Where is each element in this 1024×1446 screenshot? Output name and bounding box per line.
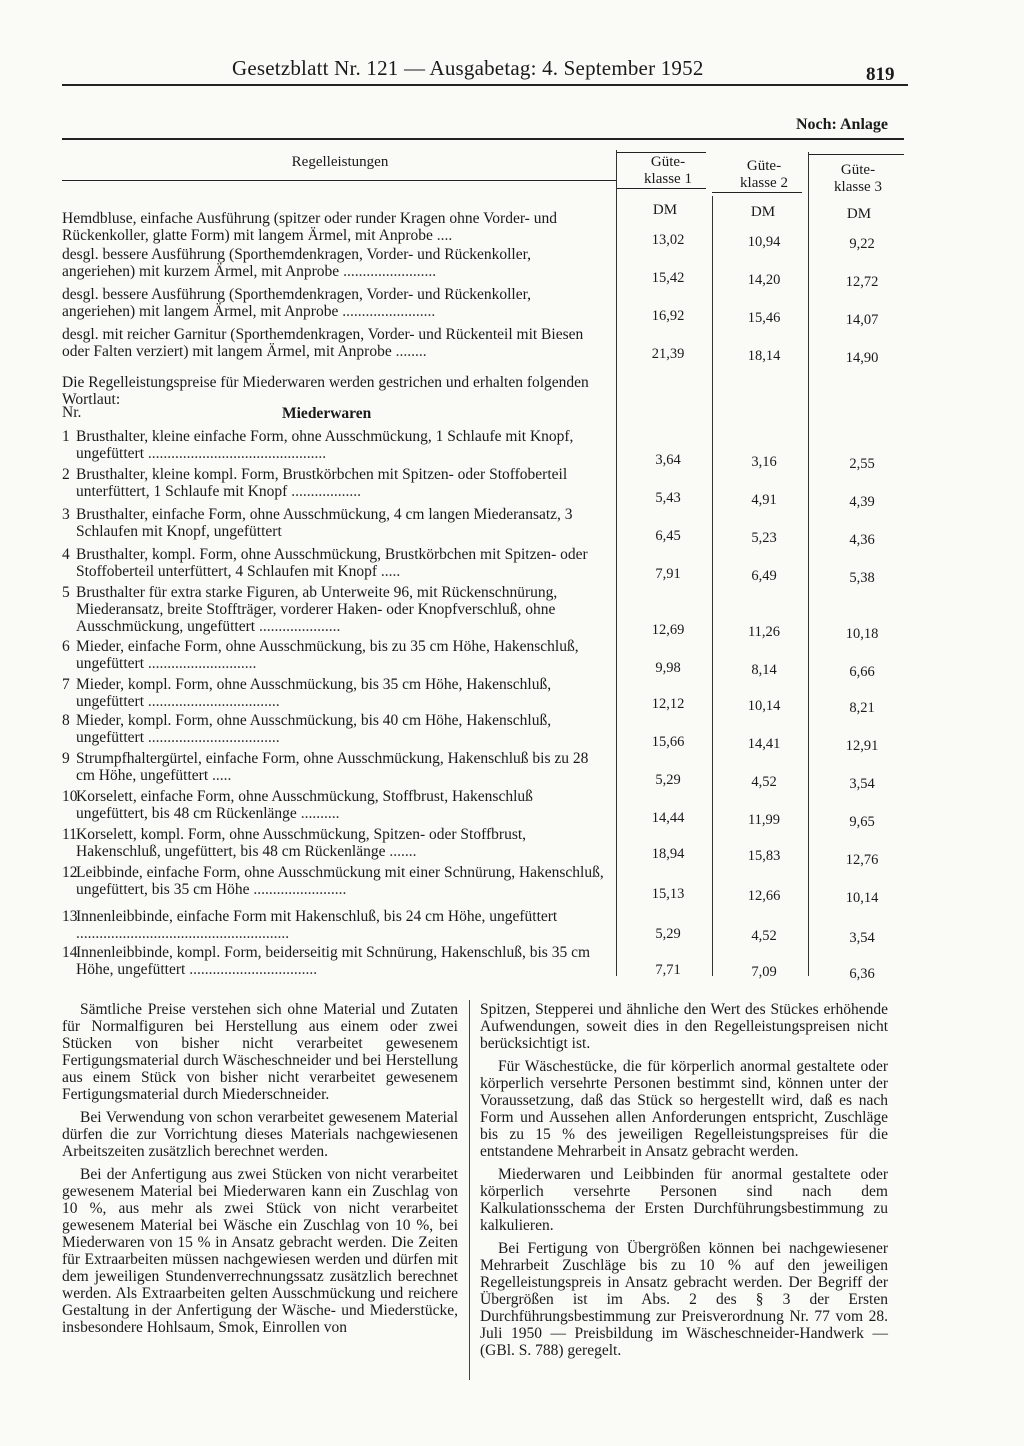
column-header-gueteklasse-1: [628, 154, 708, 188]
price-g1: 15,13: [651, 886, 685, 902]
text-column-left: [62, 1001, 458, 1342]
price-g1: 12,12: [651, 696, 685, 712]
list-item: 1 Brusthalter, kleine einfache Form, ohne Ausschmückung, 1 Schlaufe mit Knopf, ungefüttert ..............................................: [62, 428, 574, 462]
column-divider-2: [712, 196, 713, 976]
table-row: Hemdbluse, einfache Ausführung (spitzer oder runder Kragen ohne Vorder- und Rückenkoller, glatte Form) mit langem Ärmel, mit Anprobe ....: [62, 210, 557, 244]
item-number: 10: [62, 788, 78, 805]
unit-dm-g2: DM: [750, 204, 776, 220]
price-g1: 5,29: [655, 926, 681, 942]
column-header-gueteklasse-3: [818, 162, 898, 196]
price-g2: 10,14: [747, 698, 781, 714]
price-g1: 13,02: [651, 232, 685, 248]
item-number: 7: [62, 676, 70, 693]
unit-dm-g1: DM: [652, 202, 678, 218]
list-item: 9 Strumpfhaltergürtel, einfache Form, ohne Ausschmückung, Hakenschluß bis zu 28 cm Höhe, ungefüttert .....: [62, 750, 589, 784]
item-description: Innenleibbinde, einfache Form mit Hakenschluß, bis 24 cm Höhe, ungefüttert: [76, 908, 558, 925]
paragraph: Bei Verwendung von schon verarbeitet gewesenem Material dürfen die zur Vorrichtung dieses Materials nachgewiesenen Arbeitszeiten zusätzlich berechnet werden.: [62, 1109, 458, 1160]
list-item: [62, 506, 607, 540]
table-row: desgl. bessere Ausführung (Sporthemdenkragen, Vorder- und Rückenkoller, angeriehen) mit kurzem Ärmel, mit Anprobe ........................: [62, 246, 531, 280]
item-description: Mieder, kompl. Form, ohne Ausschmückung, bis 40 cm Höhe, Hakenschluß, ungefüttert: [76, 712, 552, 746]
list-item: 12 Leibbinde, einfache Form, ohne Ausschmückung mit einer Schnürung, Hakenschluß, ungefüttert, bis 35 cm Höhe ........................: [62, 864, 604, 898]
item-number: 9: [62, 750, 70, 767]
list-item: 4 Brusthalter, kompl. Form, ohne Ausschmückung, Brustkörbchen mit Spitzen- oder Stoffoberteil unterfüttert, 4 Schlaufen mit Knopf .....: [62, 546, 588, 580]
price-g2: 4,52: [751, 774, 777, 790]
item-description: Leibbinde, einfache Form, ohne Ausschmückung mit einer Schnürung, Hakenschluß, ungefüttert, bis 35 cm Höhe: [76, 864, 604, 898]
list-item: 8 Mieder, kompl. Form, ohne Ausschmückung, bis 40 cm Höhe, Hakenschluß, ungefüttert ..................................: [62, 712, 552, 746]
price-g3: 10,14: [845, 890, 879, 906]
item-number: 14: [62, 944, 78, 961]
row-description: desgl. mit reicher Garnitur (Sporthemdenkragen, Vorder- und Rückenteil mit Biesen oder Falten verziert) mit langem Ärmel, mit Anprobe: [62, 326, 584, 360]
price-g1: 14,44: [651, 810, 685, 826]
price-g3: 14,07: [845, 312, 879, 328]
item-number: 8: [62, 712, 70, 729]
price-g2: 12,66: [747, 888, 781, 904]
paragraph: Für Wäschestücke, die für körperlich anormal gestaltete oder körperlich versehrte Personen bestimmt sind, können unter der Voraussetzung, daß das Stück so hergestellt wird, daß es nach Form und Aussehen allen Anforderungen entspricht, Zuschläge bis zu 15 % des jeweiligen Regelleistungspreises für die entstandene Mehrarbeit in Ansatz gebracht werden.: [480, 1058, 888, 1160]
item-number: 2: [62, 466, 70, 483]
price-g2: 14,20: [747, 272, 781, 288]
price-g3: 6,66: [849, 664, 875, 680]
column-divider: [469, 1000, 470, 1380]
number-column-label: Nr.: [62, 404, 82, 421]
list-item: 7 Mieder, kompl. Form, ohne Ausschmückung, bis 35 cm Höhe, Hakenschluß, ungefüttert ..................................: [62, 676, 552, 710]
price-g3: 12,91: [845, 738, 879, 754]
price-g2: 6,49: [751, 568, 777, 584]
item-number: 5: [62, 584, 70, 601]
price-g3: 5,38: [849, 570, 875, 586]
price-g1: 7,91: [655, 566, 681, 582]
item-description: Brusthalter, einfache Form, ohne Ausschmückung, 4 cm langen Miederansatz, 3 Schlaufen mit Knopf, ungefüttert: [76, 506, 573, 540]
table-top-rule: [62, 138, 904, 140]
price-g1: 3,64: [655, 452, 681, 468]
price-g3: 2,55: [849, 456, 875, 472]
price-g2: 8,14: [751, 662, 777, 678]
price-g2: 11,26: [747, 624, 781, 640]
column-divider-1: [616, 150, 617, 976]
item-number: 1: [62, 428, 70, 445]
paragraph: Spitzen, Stepperei und ähnliche den Wert des Stückes erhöhende Aufwendungen, soweit dies in den Regelleistungspreisen nicht berücksichtigt ist.: [480, 1001, 888, 1052]
column-header-regelleistungen: Regelleistungen: [291, 154, 389, 170]
price-g3: 12,76: [845, 852, 879, 868]
header-bottom-rule: [62, 180, 616, 181]
item-description: Brusthalter, kompl. Form, ohne Ausschmückung, Brustkörbchen mit Spitzen- oder Stoffoberteil unterfüttert, 4 Schlaufen mit Knopf: [76, 546, 588, 580]
table-row: desgl. bessere Ausführung (Sporthemdenkragen, Vorder- und Rückenkoller, angeriehen) mit langem Ärmel, mit Anprobe ........................: [62, 286, 531, 320]
price-g1: 15,66: [651, 734, 685, 750]
item-description: Strumpfhaltergürtel, einfache Form, ohne Ausschmückung, Hakenschluß bis zu 28 cm Höhe, ungefüttert: [76, 750, 589, 784]
column-divider-3: [808, 152, 809, 976]
list-item: 10 Korselett, einfache Form, ohne Ausschmückung, Stoffbrust, Hakenschluß ungefüttert, bis 48 cm Rückenlänge ..........: [62, 788, 533, 822]
item-number: 6: [62, 638, 70, 655]
list-item: 13 Innenleibbinde, einfache Form mit Hakenschluß, bis 24 cm Höhe, ungefüttert .......................................................: [62, 908, 558, 942]
header-rule-g1: [616, 152, 706, 153]
price-g2: 4,91: [751, 492, 777, 508]
price-g1: 18,94: [651, 846, 685, 862]
row-description: desgl. bessere Ausführung (Sporthemdenkragen, Vorder- und Rückenkoller, angeriehen) mit kurzem Ärmel, mit Anprobe: [62, 246, 531, 280]
item-description: Brusthalter für extra starke Figuren, ab Unterweite 96, mit Rückenschnürung, Miederansatz, breite Stoffträger, vorderer Haken- oder Knopfverschluß, ohne Ausschmückung, ungefüttert: [76, 584, 558, 635]
header-rule-g3: [808, 154, 904, 155]
text-column-right: [480, 1001, 888, 1365]
header-line: Güte-: [746, 158, 782, 174]
price-g3: 8,21: [849, 700, 875, 716]
header-line: Güte-: [650, 154, 686, 170]
mieder-intro: Die Regelleistungspreise für Miederwaren werden gestrichen und erhalten folgenden Wortlaut:: [62, 374, 589, 408]
price-g2: 15,83: [747, 848, 781, 864]
price-g3: 4,39: [849, 494, 875, 510]
row-description: desgl. bessere Ausführung (Sporthemdenkragen, Vorder- und Rückenkoller, angeriehen) mit langem Ärmel, mit Anprobe: [62, 286, 531, 320]
item-number: 3: [62, 506, 70, 523]
item-number: 13: [62, 908, 78, 925]
price-g1: 12,69: [651, 622, 685, 638]
price-g3: 3,54: [849, 776, 875, 792]
page-number: 819: [866, 64, 895, 85]
item-description: Brusthalter, kleine einfache Form, ohne Ausschmückung, 1 Schlaufe mit Knopf, ungefüttert: [76, 428, 574, 462]
price-g1: 21,39: [651, 346, 685, 362]
price-g2: 15,46: [747, 310, 781, 326]
price-g1: 7,71: [655, 962, 681, 978]
column-header-gueteklasse-2: [724, 158, 804, 192]
price-g1: 9,98: [655, 660, 681, 676]
price-g2: 7,09: [751, 964, 777, 980]
row-description: Hemdbluse, einfache Ausführung (spitzer oder runder Kragen ohne Vorder- und Rückenkoller, glatte Form) mit langem Ärmel, mit Anprobe: [62, 210, 557, 244]
price-g3: 9,65: [849, 814, 875, 830]
price-g3: 6,36: [849, 966, 875, 982]
header-line: klasse 1: [644, 171, 692, 187]
item-number: 4: [62, 546, 70, 563]
section-title-miederwaren: Miederwaren: [282, 405, 372, 422]
item-description: Innenleibbinde, kompl. Form, beiderseitig mit Schnürung, Hakenschluß, bis 35 cm Höhe, ungefüttert: [76, 944, 591, 978]
list-item: 6 Mieder, einfache Form, ohne Ausschmückung, bis zu 35 cm Höhe, Hakenschluß, ungefüttert ............................: [62, 638, 579, 672]
list-item: 2 Brusthalter, kleine kompl. Form, Brustkörbchen mit Spitzen- oder Stoffoberteil unterfüttert, 1 Schlaufe mit Knopf ..................: [62, 466, 568, 500]
item-description: Korselett, kompl. Form, ohne Ausschmückung, Spitzen- oder Stoffbrust, Hakenschluß, ungefüttert, bis 48 cm Rückenlänge: [76, 826, 527, 860]
paragraph: Miederwaren und Leibbinden für anormal gestaltete oder körperlich versehrte Personen sind nach dem Kalkulationsschema der Ersten Durchführungsbestimmung zu kalkulieren.: [480, 1166, 888, 1234]
price-g2: 11,99: [747, 812, 781, 828]
header-rule: [62, 84, 908, 86]
header-line: klasse 3: [834, 179, 882, 195]
header-line: Güte-: [840, 162, 876, 178]
gazette-header-title: Gesetzblatt Nr. 121 — Ausgabetag: 4. September 1952: [232, 56, 704, 80]
continuation-label: Noch: Anlage: [796, 116, 888, 133]
price-g2: 4,52: [751, 928, 777, 944]
price-g2: 10,94: [747, 234, 781, 250]
list-item: 11 Korselett, kompl. Form, ohne Ausschmückung, Spitzen- oder Stoffbrust, Hakenschluß, ungefüttert, bis 48 cm Rückenlänge .......: [62, 826, 527, 860]
item-description: Brusthalter, kleine kompl. Form, Brustkörbchen mit Spitzen- oder Stoffoberteil unterfüttert, 1 Schlaufe mit Knopf: [76, 466, 568, 500]
price-g3: 3,54: [849, 930, 875, 946]
price-g3: 14,90: [845, 350, 879, 366]
list-item: 5 Brusthalter für extra starke Figuren, ab Unterweite 96, mit Rückenschnürung, Miederansatz, breite Stoffträger, vorderer Haken- oder Knopfverschluß, ohne Ausschmückung, ungefüttert .....................: [62, 584, 558, 635]
price-g3: 9,22: [849, 236, 875, 252]
price-g3: 12,72: [845, 274, 879, 290]
header-line: klasse 2: [740, 175, 788, 191]
price-g2: 14,41: [747, 736, 781, 752]
price-g1: 15,42: [651, 270, 685, 286]
item-description: Mieder, kompl. Form, ohne Ausschmückung, bis 35 cm Höhe, Hakenschluß, ungefüttert: [76, 676, 552, 710]
price-g1: 5,43: [655, 490, 681, 506]
price-g1: 5,29: [655, 772, 681, 788]
table-row: desgl. mit reicher Garnitur (Sporthemdenkragen, Vorder- und Rückenteil mit Biesen oder Falten verziert) mit langem Ärmel, mit Anprobe ........: [62, 326, 584, 360]
price-g2: 18,14: [747, 348, 781, 364]
paragraph: Bei der Anfertigung aus zwei Stücken von nicht verarbeitet gewesenem Material bei Miederwaren kann ein Zuschlag von 10 %, aus mehr als zwei Stück von nicht verarbeitet gewesenem Material bei Wäsche ein Zuschlag von 10 %, bei Miederwaren von 15 % in Ansatz gebracht werden. Die Zeiten für Extraarbeiten müssen nachgewiesen werden und dürfen mit dem jeweiligen Stundenverrechnungssatz zusätzlich berechnet werden. Als Extraarbeiten gelten Ausschmückung und reichere Gestaltung in der Anfertigung der Wäsche- und Miederstücke, insbesondere Hohlsaum, Smok, Einrollen von: [62, 1166, 458, 1336]
price-g1: 6,45: [655, 528, 681, 544]
item-description: Korselett, einfache Form, ohne Ausschmückung, Stoffbrust, Hakenschluß ungefüttert, bis 48 cm Rückenlänge: [76, 788, 533, 822]
price-g3: 10,18: [845, 626, 879, 642]
item-number: 12: [62, 864, 78, 881]
header-rule-g2-bottom: [712, 192, 802, 193]
header-rule-g1-bottom: [616, 188, 706, 189]
price-g2: 5,23: [751, 530, 777, 546]
unit-dm-g3: DM: [846, 206, 872, 222]
price-g3: 4,36: [849, 532, 875, 548]
price-g2: 3,16: [751, 454, 777, 470]
item-description: Mieder, einfache Form, ohne Ausschmückung, bis zu 35 cm Höhe, Hakenschluß, ungefüttert: [76, 638, 579, 672]
paragraph: Sämtliche Preise verstehen sich ohne Material und Zutaten für Normalfiguren bei Herstellung aus einem oder zwei Stücken von bisher nicht verarbeitet gewesenem Fertigungsmaterial durch Wäscheschneider und bei Herstellung aus einem Stück von bisher nicht verarbeitet gewesenem Fertigungsmaterial durch Miederschneider.: [62, 1001, 458, 1103]
price-g1: 16,92: [651, 308, 685, 324]
item-number: 11: [62, 826, 77, 843]
paragraph: Bei Fertigung von Übergrößen können bei nachgewiesener Mehrarbeit Zuschläge bis zu 10 % auf den jeweiligen Regelleistungspreis in Ansatz gebracht werden. Der Begriff der Übergrößen ist im Abs. 2 des § 3 der Ersten Durchführungsbestimmung zur Preisverordnung Nr. 77 vom 28. Juli 1950 — Preisbildung im Wäscheschneider-Handwerk — (GBl. S. 788) geregelt.: [480, 1240, 888, 1359]
list-item: 14 Innenleibbinde, kompl. Form, beiderseitig mit Schnürung, Hakenschluß, bis 35 cm Höhe, ungefüttert .................................: [62, 944, 591, 978]
